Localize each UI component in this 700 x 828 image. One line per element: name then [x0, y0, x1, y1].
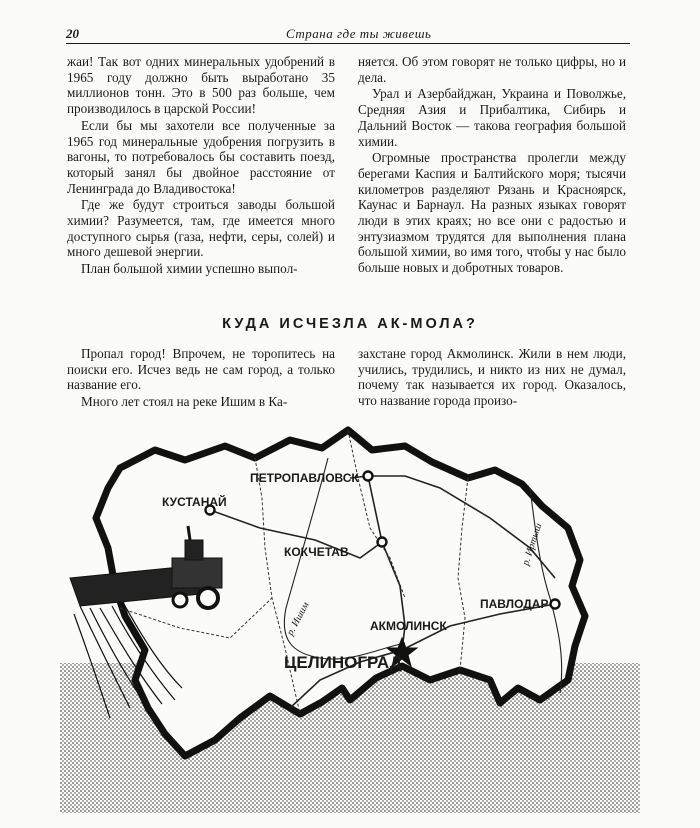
city-label-pavlodar: ПАВЛОДАР	[480, 597, 549, 611]
city-label-tselinograd: ЦЕЛИНОГРАД	[284, 653, 402, 672]
section-title: КУДА ИСЧЕЗЛА АК-МОЛА?	[222, 316, 478, 332]
paragraph: Огромные пространства пролегли между берегами Каспия и Балтийского моря; тысячи километров разделяют Рязань и Красноярск, Каунас и Барнаул. На разных языках говорят люди в этих краях; но все они с радостью и энтузиазмом трудятся для выполнения плана большой химии, во имя того, чтобы у нас было больше новых и добротных товаров.	[358, 150, 626, 276]
paragraph: няется. Об этом говорят не только цифры, но и дела.	[358, 54, 626, 85]
tselinny-krai-map	[60, 418, 640, 813]
river-label-irtysh: р. Иртыш	[520, 522, 545, 567]
city-marker-kokchetav	[378, 538, 387, 547]
page-number: 20	[66, 26, 79, 41]
header-rule	[66, 43, 630, 44]
article1-column-left	[67, 54, 335, 277]
city-label-akmolinsk: АКМОЛИНСК	[370, 619, 447, 633]
paragraph: Если бы мы захотели все полученные за 1965 год минеральные удобрения погрузить в вагоны, то потребовалось бы составить поезд, который занял бы двойное расстояние от Ленинграда до Владивостока!	[67, 117, 335, 196]
city-label-petropavlovsk: ПЕТРОПАВЛОВСК	[250, 471, 359, 485]
city-label-kustanai: КУСТАНАЙ	[162, 495, 227, 509]
city-label-kokchetav: КОКЧЕТАВ	[284, 545, 349, 559]
running-title: Страна где ты живешь	[286, 26, 432, 41]
paragraph: жаи! Так вот одних минеральных удобрений в 1965 году должно быть выработано 35 миллионов тонн. Это в 500 раз больше, чем производилось в царской России!	[67, 54, 335, 117]
paragraph: Много лет стоял на реке Ишим в Ка-	[81, 394, 288, 410]
paragraph: Урал и Азербайджан, Украина и Поволжье, Средняя Азия и Прибалтика, Сибирь и Дальний Восток — такова география большой химии.	[358, 86, 626, 149]
paragraph: Где же будут строиться заводы большой химии? Разумеется, там, где имеется много доступного сырья (газа, нефти, серы, солей) и много дешевой энергии.	[67, 197, 335, 260]
paragraph: захстане город Акмолинск. Жили в нем люди, учились, трудились, и никто из них не думал, почему так называется их город. Оказалось, что название города произо-	[358, 346, 626, 409]
page-header	[66, 26, 630, 44]
article2-column-left	[67, 346, 335, 410]
city-marker-petropavlovsk	[364, 472, 373, 481]
article2-column-right	[358, 346, 626, 409]
paragraph: План большой химии успешно выпол-	[81, 261, 298, 277]
river-label-ishim: р. Ишим	[284, 600, 312, 638]
city-marker-pavlodar	[551, 600, 560, 609]
paragraph: Пропал город! Впрочем, не торопитесь на поиски его. Исчез ведь не сам город, а только название его.	[67, 346, 335, 393]
article1-column-right	[358, 54, 626, 276]
